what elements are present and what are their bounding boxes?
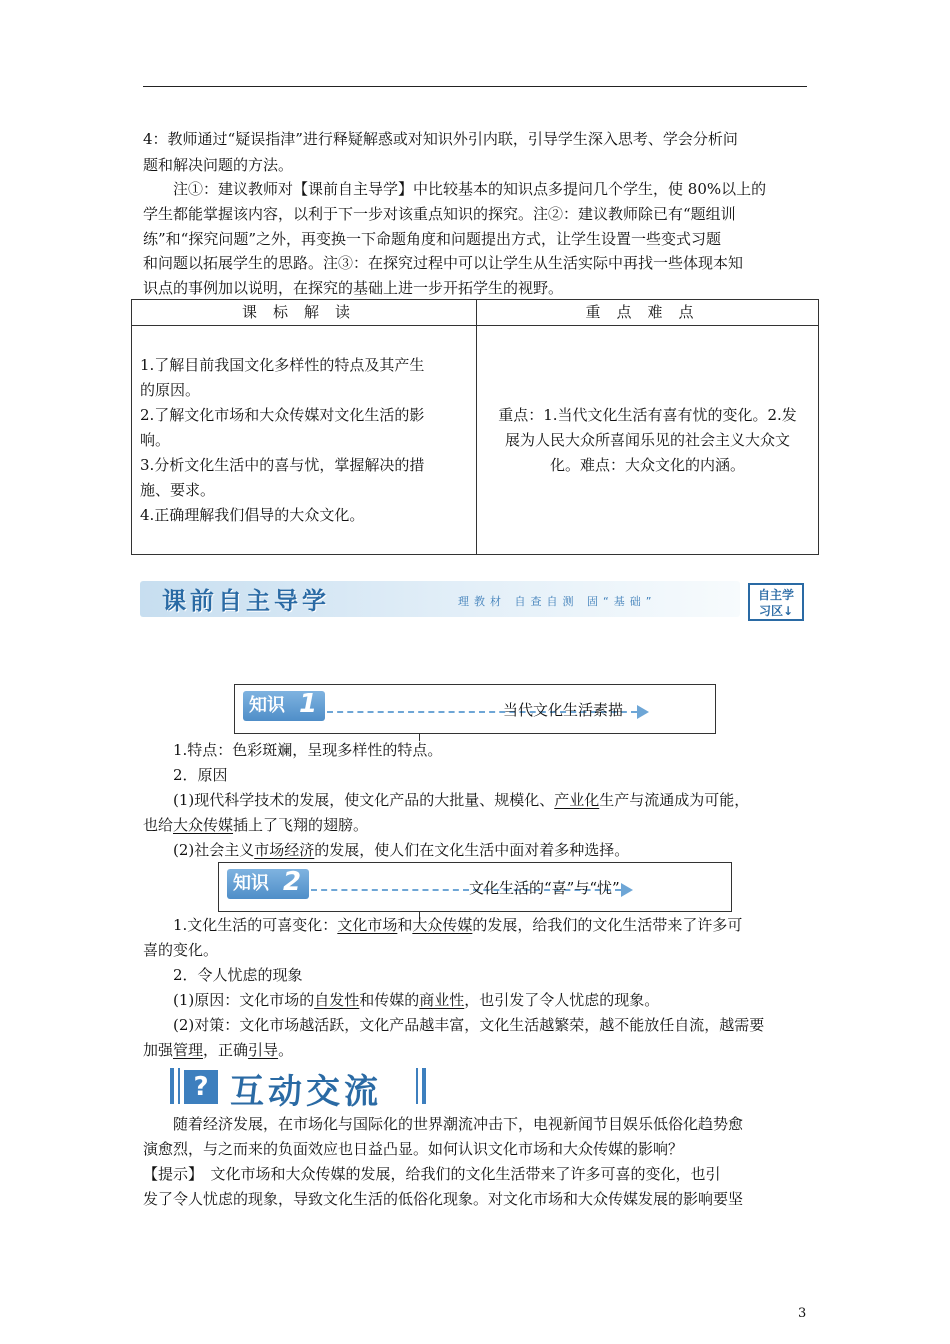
self-study-banner [140,577,808,623]
k2-para-6: 加强管理，正确引导。 [143,1041,294,1059]
decor-bars [416,1068,426,1104]
standards-cell [132,326,477,555]
objectives-table [131,299,819,555]
knowledge-1-title: 当代文化生活素描 [503,701,624,719]
blank-answer: 自发性 [314,991,360,1009]
note-line-4: 和问题以拓展学生的思路。注③：在探究过程中可以让学生从生活实际中再找一些体现本知 [143,254,744,272]
decor-bars [170,1068,180,1104]
badge-line-2: 习区↓ [758,604,794,618]
knowledge-tag-label: 知识 [233,873,269,894]
k2-para-1: 1.文化生活的可喜变化：文化市场和大众传媒的发展，给我们的文化生活带来了许多可 [173,916,743,934]
standards-line: 3.分析文化生活中的喜与忧，掌握解决的措 [140,455,425,474]
k2-para-3: 2．令人忧虑的现象 [173,966,303,984]
question-line-1: 随着经济发展，在市场化与国际化的世界潮流冲击下，电视新闻节目娱乐低俗化趋势愈 [173,1115,744,1133]
blank-answer: 大众传媒 [412,916,473,934]
col-header-keypoints: 重点难点 [477,300,819,326]
hint-line-1: 【提示】 文化市场和大众传媒的发展，给我们的文化生活带来了许多可喜的变化，也引 [143,1165,721,1183]
intro-line-1: 4：教师通过“疑误指津”进行释疑解惑或对知识外引内联，引导学生深入思考、学会分析问 [143,130,738,148]
banner-subtitle: 理教材 自查自测 固“基础” [458,595,657,608]
knowledge-tag-label: 知识 [249,695,285,716]
keypoints-line: 展为人民大众所喜闻乐见的社会主义大众文 [504,430,790,449]
page-number: 3 [798,1306,807,1321]
keypoints-line: 化。难点：大众文化的内涵。 [549,455,745,474]
self-study-badge [748,583,804,621]
blank-answer: 文化市场 [337,916,398,934]
k1-para-2: 2．原因 [173,766,228,784]
standards-line: 施、要求。 [140,480,216,499]
col-header-standards: 课标解读 [132,300,477,326]
k2-para-5: (2)对策：文化市场越活跃，文化产品越丰富，文化生活越繁荣，越不能放任自流，越需要 [173,1016,765,1034]
k2-para-2: 喜的变化。 [143,941,219,959]
note-line-2: 学生都能掌握该内容，以利于下一步对该重点知识的探究。注②：建议教师除已有“题组训 [143,205,736,223]
question-icon: ? [184,1070,218,1104]
intro-line-2: 题和解决问题的方法。 [143,156,294,174]
arrow-head-icon [621,883,633,897]
banner-title: 课前自主导学 [162,587,330,615]
blank-answer: 商业性 [419,991,465,1009]
blank-answer: 引导 [248,1041,279,1059]
knowledge-1-header [234,684,716,734]
standards-line: 4.正确理解我们倡导的大众文化。 [140,505,365,524]
knowledge-2-title: 文化生活的“喜”与“忧” [469,879,620,897]
keypoints-line: 重点：1.当代文化生活有喜有忧的变化。2.发 [498,405,797,424]
standards-line: 2.了解文化市场和大众传媒对文化生活的影 [140,405,425,424]
knowledge-tag [243,691,325,721]
k1-para-5: (2)社会主义市场经济的发展，使人们在文化生活中面对着多种选择。 [173,841,630,859]
note-line-5: 识点的事例加以说明，在探究的基础上进一步开拓学生的视野。 [143,279,564,297]
k2-para-4: (1)原因：文化市场的自发性和传媒的商业性，也引发了令人忧虑的现象。 [173,991,660,1009]
hint-line-2: 发了令人忧虑的现象，导致文化生活的低俗化现象。对文化市场和大众传媒发展的影响要坚 [143,1190,744,1208]
note-line-1: 注①：建议教师对【课前自主导学】中比较基本的知识点多提问几个学生，使 80%以上的 [173,180,767,198]
standards-line: 响。 [140,430,171,449]
k1-para-3: (1)现代科学技术的发展，使文化产品的大批量、规模化、产业化生产与流通成为可能， [173,791,750,809]
k1-para-1: 1.特点：色彩斑斓，呈现多样性的特点。 [173,741,443,759]
knowledge-number: 2 [283,867,302,897]
blank-answer: 产业化 [554,791,600,809]
standards-line: 1.了解目前我国文化多样性的特点及其产生 [140,355,425,374]
blank-answer: 大众传媒 [173,816,234,834]
keypoints-cell [477,326,819,555]
standards-line: 的原因。 [140,380,201,399]
header-rule [143,86,807,87]
interact-title: 互动交流 [230,1072,382,1112]
note-line-3: 练”和“探究问题”之外，再变换一下命题角度和问题提出方式，让学生设置一些变式习题 [143,230,722,248]
knowledge-tag [227,869,309,899]
knowledge-2-header [218,862,732,912]
k1-para-4: 也给大众传媒插上了飞翔的翅膀。 [143,816,369,834]
blank-answer: 市场经济 [254,841,315,859]
knowledge-number: 1 [299,689,318,719]
badge-line-1: 自主学 [757,588,794,602]
question-line-2: 演愈烈，与之而来的负面效应也日益凸显。如何认识文化市场和大众传媒的影响？ [143,1140,684,1158]
blank-answer: 管理 [173,1041,204,1059]
arrow-head-icon [637,705,649,719]
